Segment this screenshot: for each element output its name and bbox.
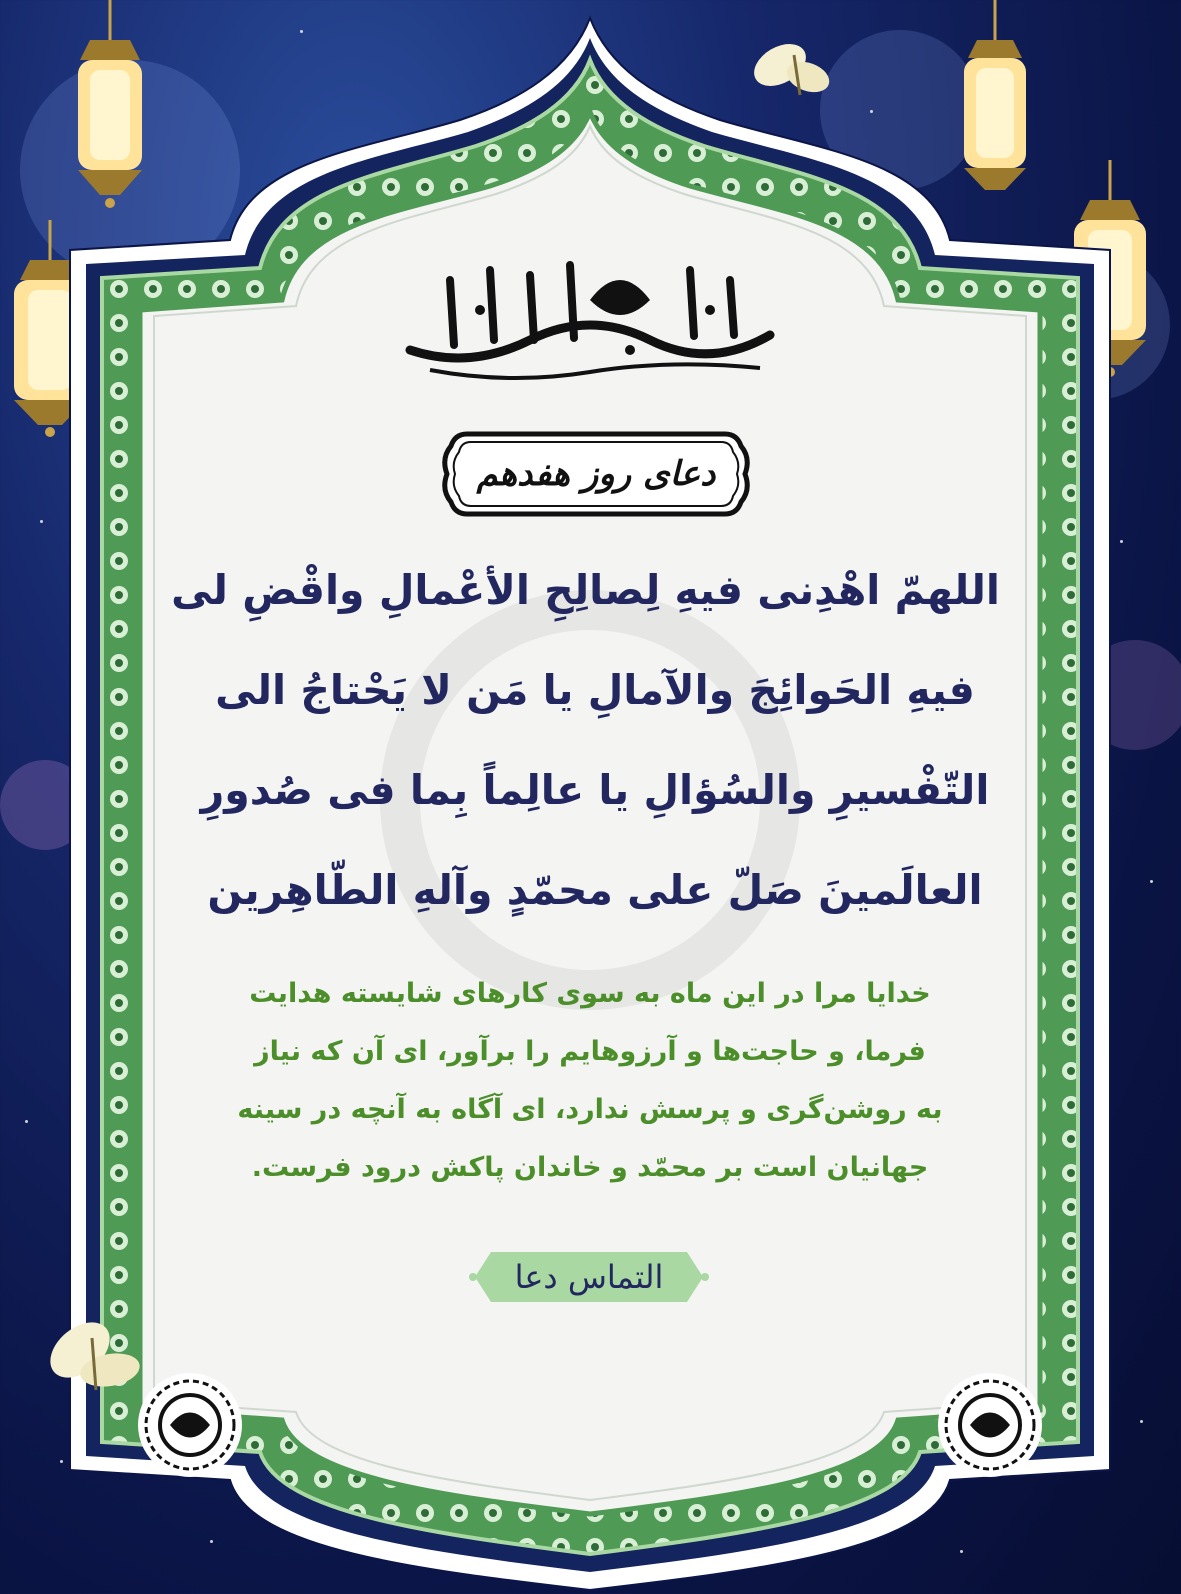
basmala-calligraphy	[390, 240, 790, 390]
persian-line: فرما، و حاجت‌ها و آرزوهایم را برآور، ای آن که نیاز	[254, 1036, 926, 1067]
basmala-calligraphy-icon	[390, 240, 790, 390]
arabic-line: العالَمینَ صَلّ علی محمّدٍ وآلهِ الطّاهِرین	[207, 866, 983, 914]
title-cartouche	[437, 428, 755, 520]
footer-label: التماس دعا	[514, 1258, 664, 1296]
arabic-line: فیهِ الحَوائِجَ والآمالِ یا مَن لا یَحْتاجُ الی	[215, 666, 975, 714]
persian-line: خدایا مرا در این ماه به سوی کارهای شایسته هدایت	[249, 978, 931, 1009]
persian-line: جهانیان است بر محمّد و خاندان پاکش درود فرست.	[251, 1152, 929, 1183]
arabic-line: التّفْسیرِ والسُؤالِ یا عالِماً بِما فی صُدورِ	[200, 766, 990, 814]
arabic-line: اللهمّ اهْدِنی فیهِ لِصالِحِ الأعْمالِ واقْضِ لی	[171, 566, 1000, 614]
persian-line: به روشن‌گری و پرسش ندارد، ای آگاه به آنچه در سینه	[237, 1094, 943, 1125]
prayer-title: دعای روز هفدهم	[476, 454, 716, 494]
footer-badge	[467, 1244, 711, 1310]
